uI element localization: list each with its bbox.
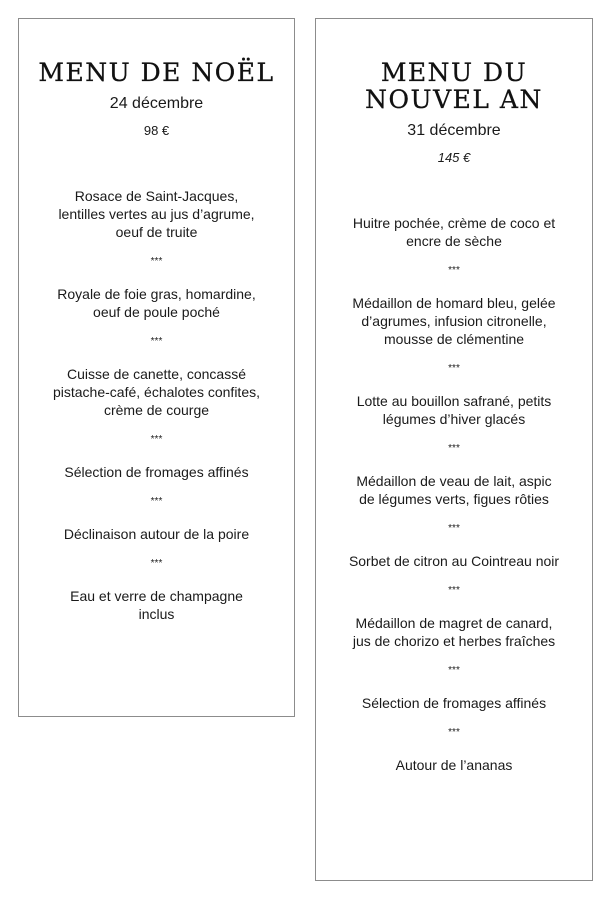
menu-price: 98 € — [143, 123, 170, 138]
course-separator: *** — [150, 434, 163, 445]
menu-price: 145 € — [437, 150, 471, 165]
course-item: Médaillon de homard bleu, gelée d’agrumes, infusion citronelle, mousse de clémentine — [352, 295, 556, 347]
course-item: Déclinaison autour de la poire — [63, 526, 250, 542]
course-list — [19, 187, 294, 623]
course-separator: *** — [448, 665, 460, 676]
course-list — [316, 214, 592, 774]
course-separator: *** — [150, 336, 163, 347]
course-item: Médaillon de veau de lait, aspic de légumes verts, figues rôties — [356, 473, 552, 507]
course-item: Cuisse de canette, concassé pistache-café, échalotes confites, crème de courge — [52, 366, 260, 418]
menu-date: 31 décembre — [407, 122, 501, 139]
menu-title: MENU DE NOËL — [38, 58, 275, 87]
course-item: Eau et verre de champagne inclus — [70, 588, 243, 622]
menu-nouvel-an-card — [315, 18, 593, 881]
course-separator: *** — [150, 558, 163, 569]
course-item: Sélection de fromages affinés — [64, 464, 249, 480]
course-item: Lotte au bouillon safrané, petits légumes d’hiver glacés — [356, 393, 552, 427]
course-separator: *** — [448, 585, 460, 596]
course-separator: *** — [448, 523, 460, 534]
course-separator: *** — [448, 363, 460, 374]
course-item: Autour de l’ananas — [395, 757, 513, 773]
menu-noel-card — [18, 18, 295, 717]
course-separator: *** — [448, 443, 460, 454]
course-item: Royale de foie gras, homardine, oeuf de poule poché — [57, 286, 256, 320]
course-item: Huitre pochée, crème de coco et encre de sèche — [352, 215, 556, 249]
menu-title: MENU DU NOUVEL AN — [365, 58, 543, 114]
course-separator: *** — [448, 265, 460, 276]
menu-date: 24 décembre — [109, 95, 204, 112]
course-separator: *** — [150, 496, 163, 507]
course-item: Médaillon de magret de canard, jus de chorizo et herbes fraîches — [352, 615, 556, 649]
course-item: Sorbet de citron au Cointreau noir — [348, 553, 560, 569]
course-separator: *** — [150, 256, 163, 267]
course-item: Sélection de fromages affinés — [361, 695, 547, 711]
course-item: Rosace de Saint-Jacques, lentilles vertes au jus d’agrume, oeuf de truite — [58, 188, 255, 240]
course-separator: *** — [448, 727, 460, 738]
